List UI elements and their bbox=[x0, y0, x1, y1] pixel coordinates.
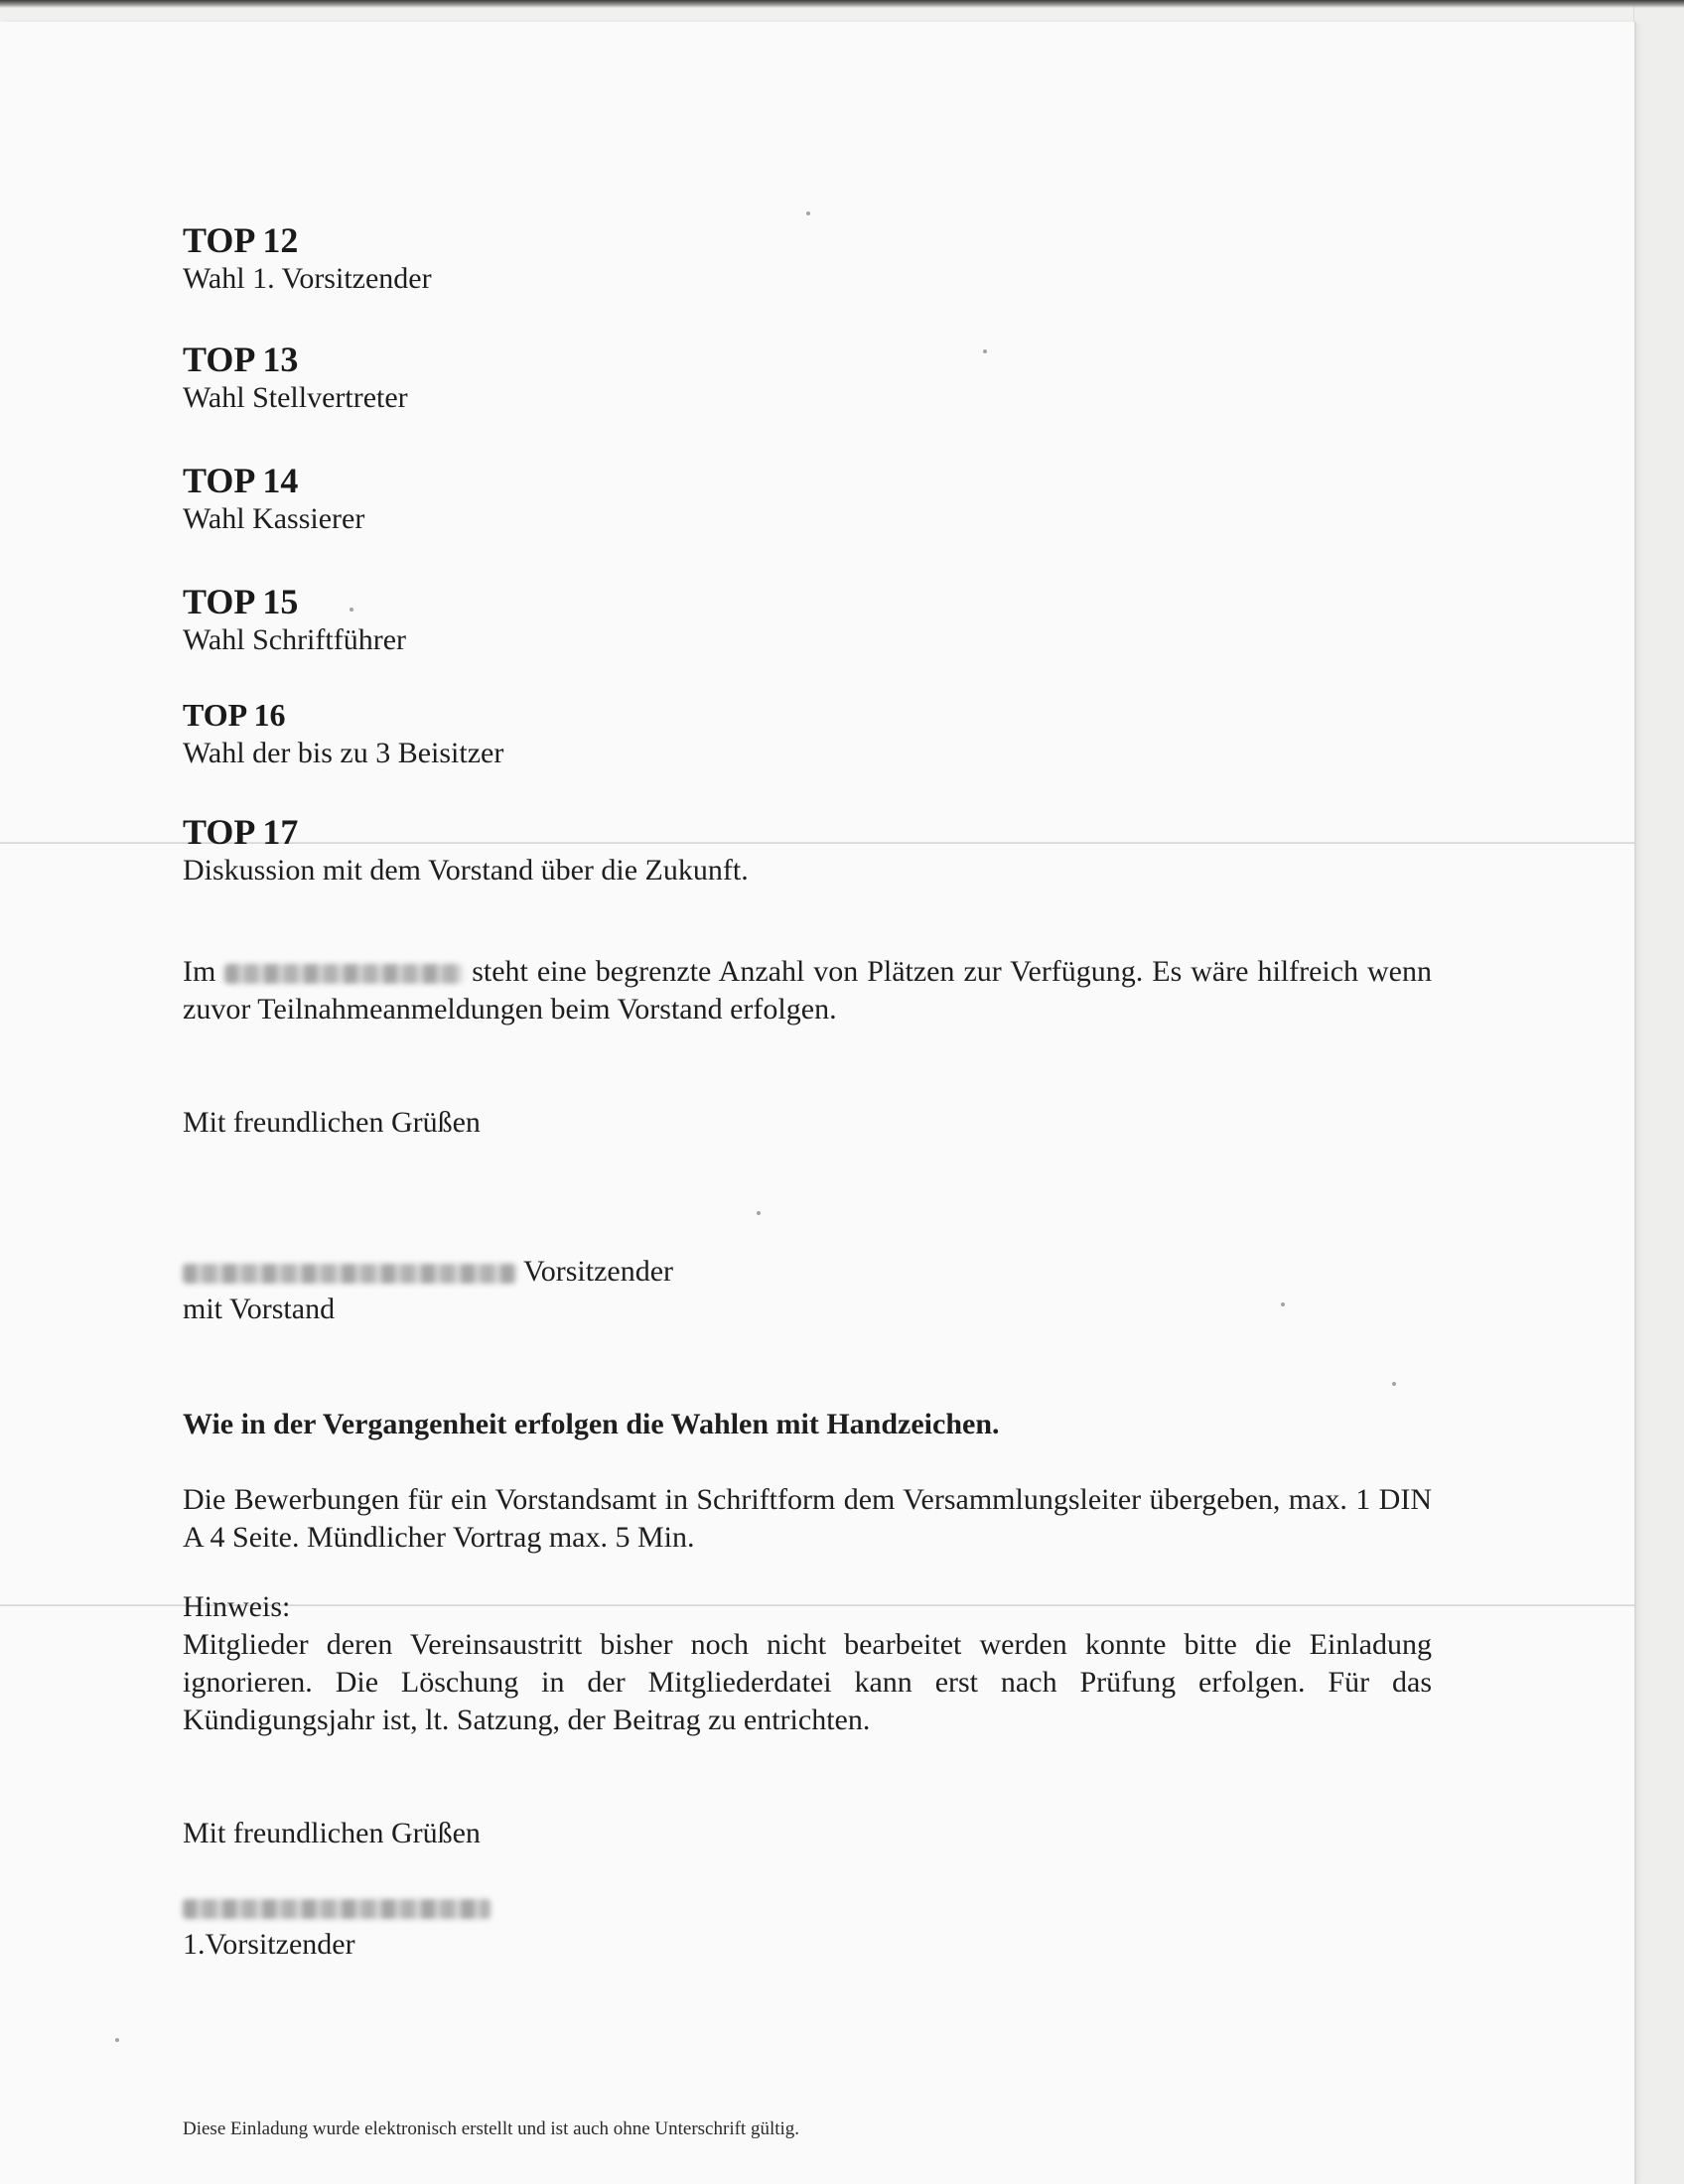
agenda-item-top-12 bbox=[183, 220, 1432, 298]
footer-note: Diese Einladung wurde elektronisch erstellt und ist auch ohne Unterschrift gültig. bbox=[183, 2118, 800, 2139]
agenda-heading: TOP 14 bbox=[183, 461, 299, 500]
redacted-signer-name bbox=[183, 1264, 516, 1284]
signature-title: Vorsitzender bbox=[522, 1255, 674, 1288]
hint-text: Mitglieder deren Vereinsaustritt bisher noch nicht bearbeitet werden konnte bitte die Einladung ignorieren. Die Löschung in der Mitgliederdatei kann erst nach Prüfung erfolgen. Für das Kündigungsjahr ist, lt. Satzung, der Beitrag zu entrichten. bbox=[183, 1628, 1432, 1736]
agenda-heading: TOP 15 bbox=[183, 582, 299, 621]
signature-block bbox=[183, 1253, 1432, 1328]
venue-suffix: steht eine begrenzte Anzahl von Plätzen zur Verfügung. Es wäre hilfreich wenn zuvor Teilnahmeanmeldungen beim Vorstand erfolgen. bbox=[183, 955, 1432, 1025]
signature-name-line bbox=[183, 1253, 1432, 1291]
hint-label: Hinweis: bbox=[183, 1590, 291, 1623]
agenda-text: Wahl 1. Vorsitzender bbox=[183, 262, 432, 295]
agenda-text: Wahl Kassierer bbox=[183, 502, 365, 535]
agenda-text: Wahl Schriftführer bbox=[183, 623, 406, 656]
agenda-text: Wahl Stellvertreter bbox=[183, 381, 408, 414]
letter-content bbox=[183, 220, 1432, 1964]
signature-subline: mit Vorstand bbox=[183, 1293, 336, 1325]
agenda-heading: TOP 13 bbox=[183, 340, 299, 379]
scan-speck bbox=[806, 211, 810, 215]
agenda-heading: TOP 16 bbox=[183, 697, 286, 733]
signature-title: 1.Vorsitzender bbox=[183, 1928, 355, 1961]
agenda-heading: TOP 17 bbox=[183, 812, 299, 852]
agenda-item-top-17 bbox=[183, 812, 1432, 889]
agenda-item-top-14 bbox=[183, 461, 1432, 538]
signature-block bbox=[183, 1888, 1432, 1964]
voting-notice: Wie in der Vergangenheit erfolgen die Wahlen mit Handzeichen. bbox=[183, 1408, 1000, 1440]
agenda-item-top-13 bbox=[183, 340, 1432, 417]
application-paragraph: Die Bewerbungen für ein Vorstandsamt in Schriftform dem Versammlungsleiter übergeben, max. 1 DIN A 4 Seite. Mündlicher Vortrag max. 5 Min. bbox=[183, 1483, 1432, 1554]
venue-paragraph bbox=[183, 953, 1432, 1028]
scan-edge-strip bbox=[1633, 0, 1684, 2184]
venue-prefix: Im bbox=[183, 955, 216, 988]
redacted-signer-name bbox=[183, 1899, 491, 1919]
agenda-item-top-16 bbox=[183, 695, 1432, 772]
closing-greeting: Mit freundlichen Grüßen bbox=[183, 1817, 481, 1849]
redacted-venue-name bbox=[224, 964, 463, 984]
agenda-heading: TOP 12 bbox=[183, 220, 299, 260]
agenda-item-top-15 bbox=[183, 582, 1432, 659]
hint-block bbox=[183, 1588, 1432, 1739]
scan-top-edge bbox=[0, 0, 1684, 8]
agenda-text: Diskussion mit dem Vorstand über die Zukunft. bbox=[183, 854, 749, 887]
signature-name-line bbox=[183, 1888, 1432, 1926]
closing-greeting: Mit freundlichen Grüßen bbox=[183, 1106, 481, 1139]
agenda-text: Wahl der bis zu 3 Beisitzer bbox=[183, 737, 504, 769]
scan-speck bbox=[115, 2038, 119, 2042]
